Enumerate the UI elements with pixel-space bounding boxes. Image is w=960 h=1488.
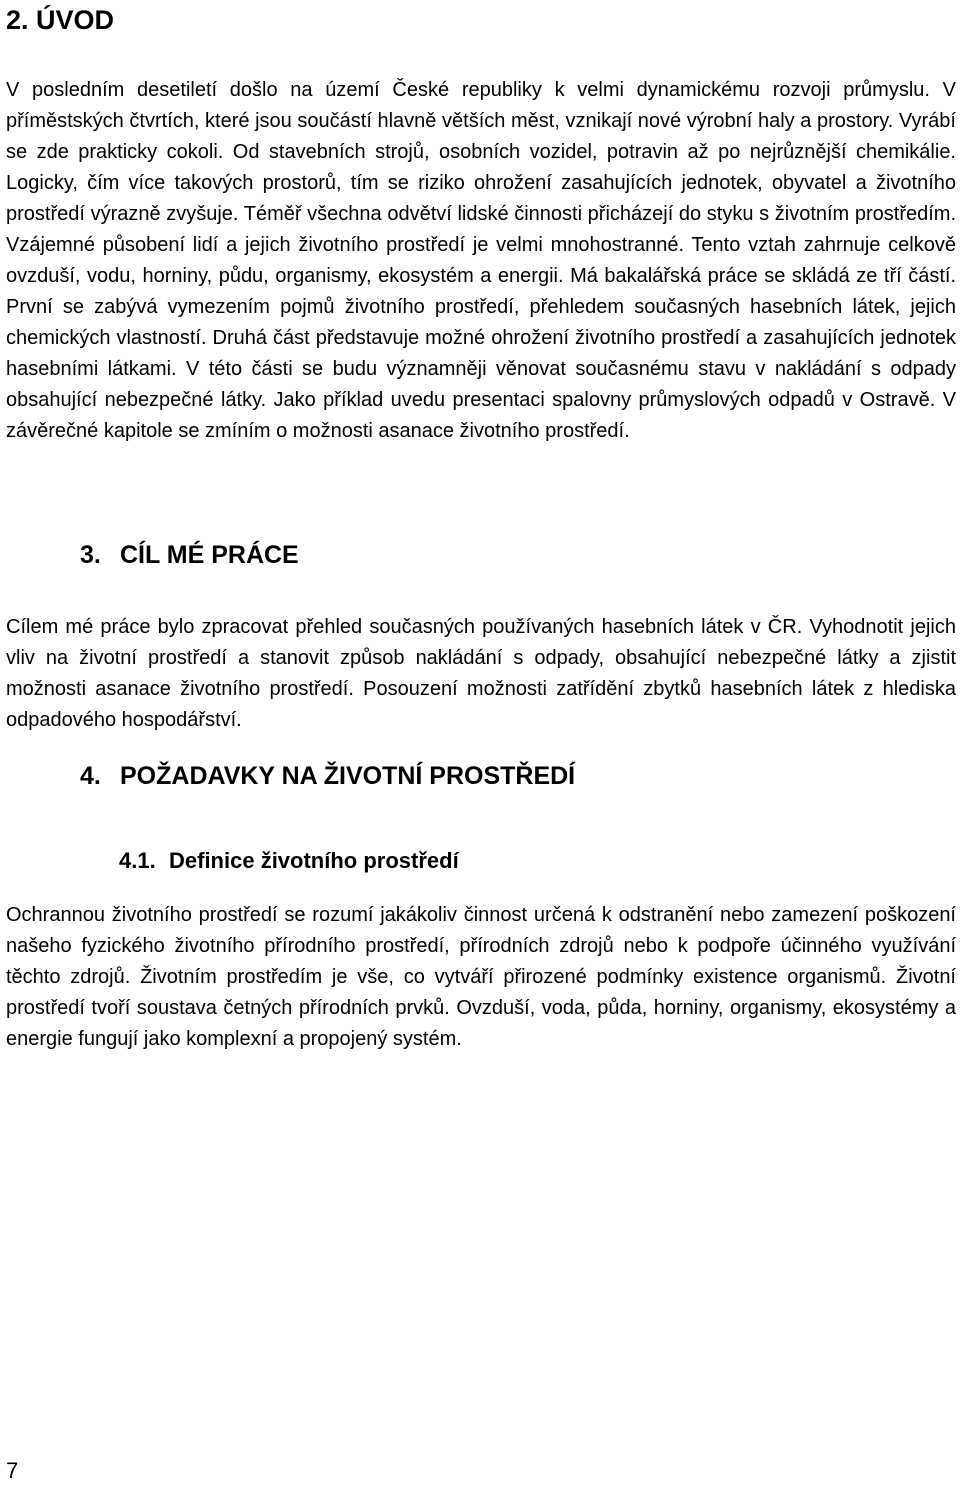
paragraph-definice: Ochrannou životního prostředí se rozumí jakákoliv činnost určená k odstranění nebo zamezení poškození našeho fyzického životního přírodního prostředí, přírodních zdrojů nebo k podpoře účinného využívání těchto zdrojů. Životním prostředím je vše, co vytváří přirozené podmínky existence organismů. Životní prostředí tvoří soustava četných přírodních prvků. Ovzduší, voda, půda, horniny, organismy, ekosystémy a energie fungují jako komplexní a propojený systém. bbox=[6, 904, 956, 1050]
page-number: 7 bbox=[6, 1458, 19, 1483]
heading-cil bbox=[80, 540, 299, 570]
heading-pozadavky bbox=[80, 761, 575, 791]
heading-definice-title: Definice životního prostředí bbox=[169, 848, 459, 873]
heading-uvod: 2. ÚVOD bbox=[6, 5, 115, 35]
heading-cil-number: 3. bbox=[80, 541, 101, 569]
heading-definice-number: 4.1. bbox=[119, 848, 156, 873]
heading-pozadavky-number: 4. bbox=[80, 762, 101, 790]
paragraph-cil: Cílem mé práce bylo zpracovat přehled současných používaných hasebních látek v ČR. Vyhodnotit jejich vliv na životní prostředí a stanovit způsob nakládání s odpady, obsahující nebezpečné látky a zjistit možnosti asanace životního prostředí. Posouzení možnosti zatřídění zbytků hasebních látek z hlediska odpadového hospodářství. bbox=[6, 616, 956, 731]
heading-pozadavky-title: POŽADAVKY NA ŽIVOTNÍ PROSTŘEDÍ bbox=[120, 762, 576, 790]
paragraph-uvod: V posledním desetiletí došlo na území České republiky k velmi dynamickému rozvoji průmyslu. V příměstských čtvrtích, které jsou součástí hlavně větších měst, vznikají nové výrobní haly a prostory. Vyrábí se zde prakticky cokoli. Od stavebních strojů, osobních vozidel, potravin až po nejrůznější chemikálie. Logicky, čím více takových prostorů, tím se riziko ohrožení zasahujících jednotek, obyvatel a životního prostředí výrazně zvyšuje. Téměř všechna odvětví lidské činnosti přicházejí do styku s životním prostředím. Vzájemné působení lidí a jejich životního prostředí je velmi mnohostranné. Tento vztah zahrnuje celkově ovzduší, vodu, horniny, půdu, organismy, ekosystém a energii. Má bakalářská práce se skládá ze tří částí. První se zabývá vymezením pojmů životního prostředí, přehledem současných hasebních látek, jejich chemických vlastností. Druhá část představuje možné ohrožení životního prostředí a zasahujících jednotek hasebními látkami. V této části se budu významněji věnovat současnému stavu v nakládání s odpady obsahující nebezpečné látky. Jako příklad uvedu presentaci spalovny průmyslových odpadů v Ostravě. V závěrečné kapitole se zmíním o možnosti asanace životního prostředí. bbox=[6, 79, 956, 442]
heading-cil-title: CÍL MÉ PRÁCE bbox=[120, 541, 299, 569]
heading-definice bbox=[119, 847, 459, 875]
